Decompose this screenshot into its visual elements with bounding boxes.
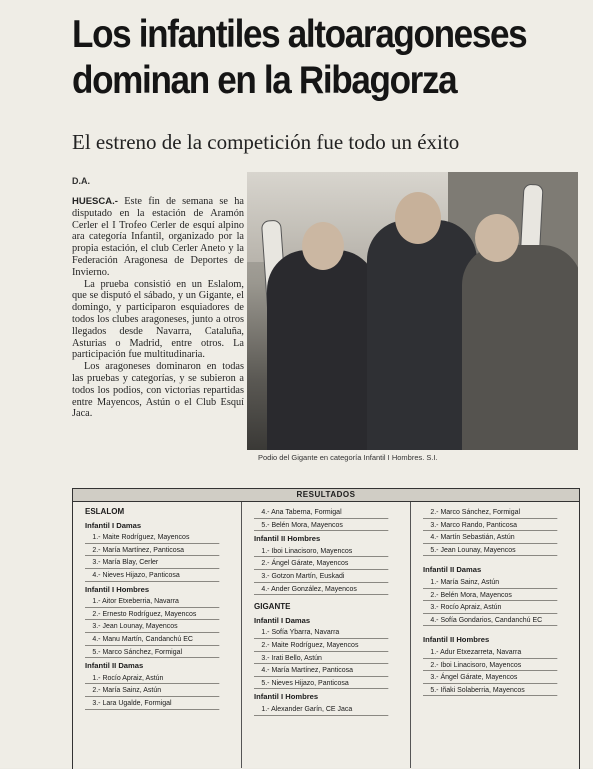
skier-right-head [475,214,519,262]
result-entry: 5.- Marco Sánchez, Formigal [85,646,219,659]
result-entry: 1.- María Sainz, Astún [423,576,557,589]
section-gigante: GIGANTE [254,602,291,612]
byline: D.A. [72,176,90,186]
dateline: HUESCA.- [72,196,118,207]
result-entry: 2.- María Sainz, Astún [85,684,219,697]
paragraph-2: La prueba consistió en un Eslalom, que se disputó el sábado, y un Gigante, el domingo, y participaron esquiadores de todos los clubes aragoneses, junto a otros llegados desde Navarra, Cataluña, Asturias o Madrid, entre otros. La participación fue multitudinaria. [72,278,244,361]
skier-center-head [395,192,441,244]
category-heading: Infantil II Damas [423,565,482,575]
result-entry: 1.- Aitor Etxeberria, Navarra [85,595,219,608]
result-entry: 1.- Adur Etxezarreta, Navarra [423,646,557,659]
skier-left-head [302,222,344,270]
results-box [72,488,580,769]
result-entry: 4.- Sofía Gondarios, Candanchú EC [423,614,557,627]
result-entry: 4.- Ana Taberna, Formigal [254,506,388,519]
result-entry: 5.- Belén Mora, Mayencos [254,519,388,532]
results-column-1 [73,502,242,768]
result-entry: 3.- Irati Bello, Astún [254,652,388,665]
result-entry: 4.- María Martínez, Panticosa [254,664,388,677]
result-entry: 1.- Alexander Garín, CE Jaca [254,703,388,716]
category-heading: Infantil II Hombres [423,635,490,645]
result-entry: 4.- Nieves Hijazo, Panticosa [85,569,219,582]
result-entry: 2.- Maite Rodríguez, Mayencos [254,639,388,652]
result-entry: 3.- Rocío Apraiz, Astún [423,601,557,614]
result-entry: 1.- Maite Rodríguez, Mayencos [85,531,219,544]
category-heading: Infantil I Damas [254,615,311,625]
result-entry: 4.- Martín Sebastián, Astún [423,531,557,544]
result-entry: 2.- Marco Sánchez, Formigal [423,506,557,519]
result-entry: 3.- Lara Ugalde, Formigal [85,697,219,710]
results-title: RESULTADOS [73,489,579,502]
results-column-3 [411,502,579,768]
result-entry: 2.- Belén Mora, Mayencos [423,589,557,602]
result-entry: 2.- Ernesto Rodríguez, Mayencos [85,608,219,621]
result-entry: 4.- Ander González, Mayencos [254,583,388,596]
skier-right [462,245,578,450]
photo-caption: Podio del Gigante en categoría Infantil I Hombres. S.I. [258,453,438,462]
article-body [72,196,244,420]
result-entry: 5.- Nieves Hijazo, Panticosa [254,677,388,690]
result-entry: 2.- María Martínez, Panticosa [85,544,219,557]
category-heading: Infantil II Damas [85,661,144,671]
result-entry: 5.- Jean Lounay, Mayencos [423,544,557,557]
category-heading: Infantil II Hombres [254,534,321,544]
section-eslalom: ESLALOM [85,507,125,516]
result-entry: 2.- Iboi Linacisoro, Mayencos [423,659,557,672]
skier-center [367,220,477,450]
headline: Los infantiles altoaragoneses dominan en la Ribagorza [72,13,527,102]
result-entry: 5.- Iñaki Solaberria, Mayencos [423,684,557,697]
podium-photo [247,172,578,450]
result-entry: 2.- Ángel Gárate, Mayencos [254,557,388,570]
result-entry: 3.- Ángel Gárate, Mayencos [423,671,557,684]
result-entry: 1.- Rocío Apraiz, Astún [85,672,219,685]
results-column-2 [242,502,411,768]
result-entry: 1.- Iboi Linacisoro, Mayencos [254,545,388,558]
category-heading: Infantil I Hombres [85,584,150,594]
skier-left [267,250,377,450]
result-entry: 1.- Sofía Ybarra, Navarra [254,626,388,639]
result-entry: 3.- Gotzon Martín, Euskadi [254,570,388,583]
result-entry: 3.- Jean Lounay, Mayencos [85,620,219,633]
result-entry: 4.- Manu Martín, Candanchú EC [85,633,219,646]
paragraph-1: HUESCA.- Este fin de semana se ha disputado en la estación de Aramón Cerler el I Trofeo Cerler de esquí alpino ara categoría Infantil, organizado por la propia estación, el club Cerler Aneto y la Federación Aragonesa de Deportes de Invierno. [72,196,244,278]
paragraph-3: Los aragoneses dominaron en todas las pruebas y categorías, y se subieron a todos los podios, con victorias repartidas entre Mayencos, Astún o el Club Esquí Jaca. [72,361,244,420]
result-entry: 3.- Marco Rando, Panticosa [423,519,557,532]
category-heading: Infantil I Hombres [254,692,319,702]
result-entry: 3.- María Blay, Cerler [85,556,219,569]
subheadline: El estreno de la competición fue todo un éxito [72,130,460,154]
category-heading: Infantil I Damas [85,520,142,530]
